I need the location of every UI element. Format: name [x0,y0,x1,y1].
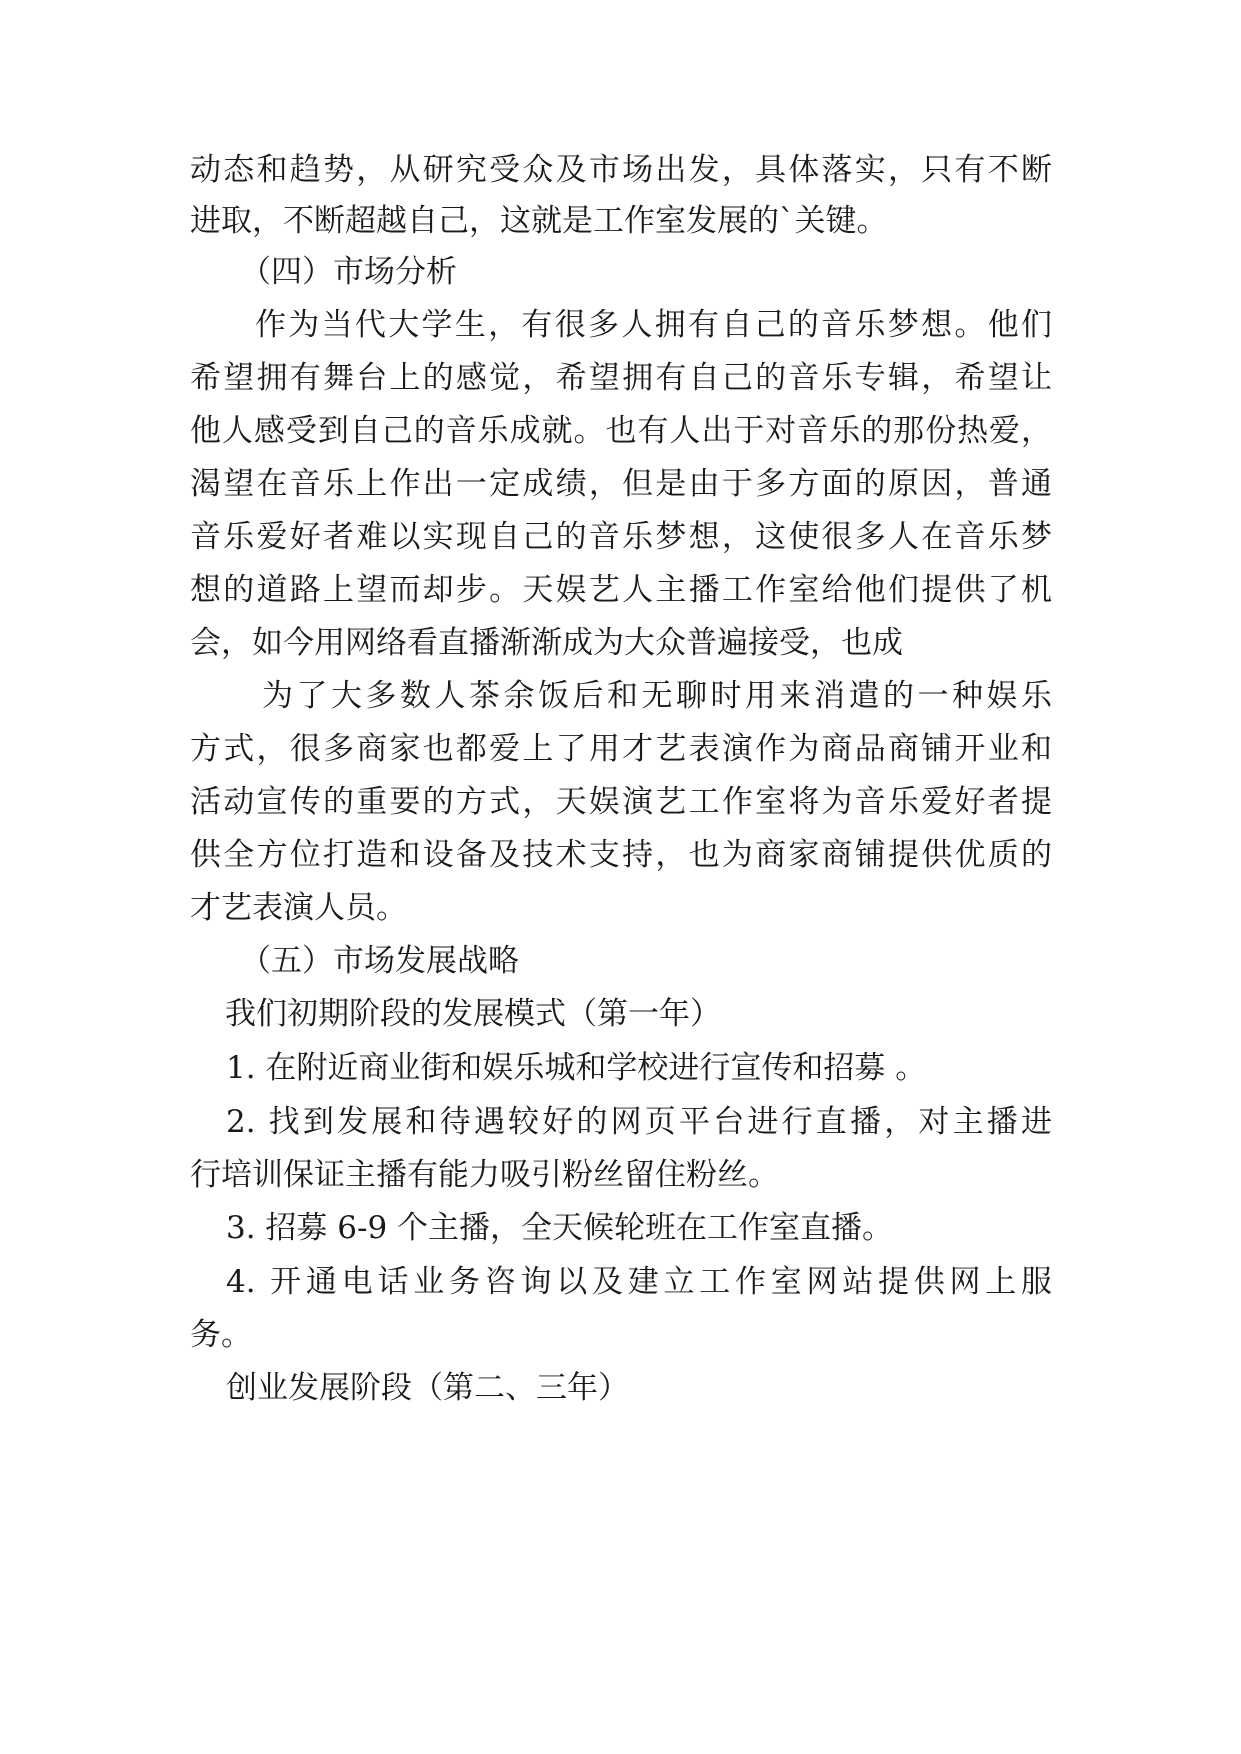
text-line: 供全方位打造和设备及技术支持，也为商家商铺提供优质的 [190,837,1052,873]
text-line: 方式，很多商家也都爱上了用才艺表演作为商品商铺开业和 [190,731,1052,767]
text-line: 渴望在音乐上作出一定成绩，但是由于多方面的原因，普通 [190,466,1052,502]
section-heading: （四）市场分析 [240,254,457,290]
text-line: 想的道路上望而却步。天娱艺人主播工作室给他们提供了机 [190,572,1052,608]
text-line: 为了大多数人茶余饭后和无聊时用来消遣的一种娱乐 [262,678,1052,714]
list-item: 4. 开通电话业务咨询以及建立工作室网站提供网上服 [226,1264,1052,1300]
text-line: 务。 [190,1317,252,1353]
text-line: 他人感受到自己的音乐成就。也有人出于对音乐的那份热爱， [190,413,1052,449]
list-item: 1. 在附近商业街和娱乐城和学校进行宣传和招募 。 [226,1050,927,1086]
text-line: 动态和趋势，从研究受众及市场出发，具体落实，只有不断 [190,152,1052,188]
text-line: 活动宣传的重要的方式，天娱演艺工作室将为音乐爱好者提 [190,784,1052,820]
text-line: 会，如今用网络看直播渐渐成为大众普遍接受，也成 [190,625,903,661]
text-line: 才艺表演人员。 [190,890,407,926]
list-item: 3. 招募 6-9 个主播，全天候轮班在工作室直播。 [226,1210,894,1246]
text-line: 音乐爱好者难以实现自己的音乐梦想，这使很多人在音乐梦 [190,519,1052,555]
text-line: 我们初期阶段的发展模式（第一年） [225,996,721,1032]
text-line: 创业发展阶段（第二、三年） [226,1370,629,1406]
section-heading: （五）市场发展战略 [240,943,519,979]
text-line: 进取，不断超越自己，这就是工作室发展的`关键。 [190,203,888,239]
text-line: 作为当代大学生，有很多人拥有自己的音乐梦想。他们 [255,307,1052,343]
list-item: 2. 找到发展和待遇较好的网页平台进行直播，对主播进 [226,1104,1052,1140]
text-line: 行培训保证主播有能力吸引粉丝留住粉丝。 [190,1157,779,1193]
text-line: 希望拥有舞台上的感觉，希望拥有自己的音乐专辑，希望让 [190,360,1052,396]
